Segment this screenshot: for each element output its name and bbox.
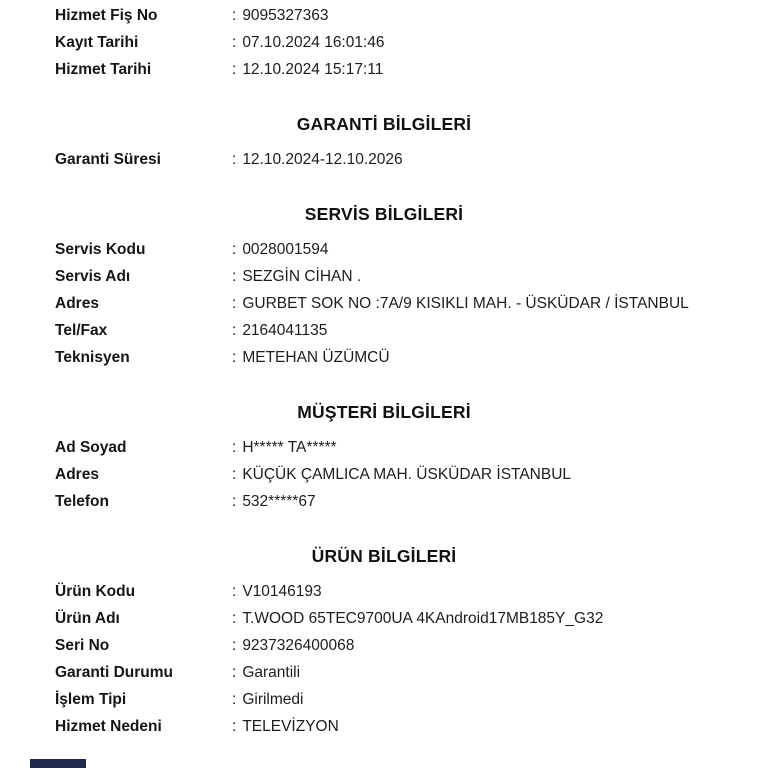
field-row-kayit-tarihi — [0, 29, 768, 56]
field-value: 532*****67 — [242, 493, 316, 510]
bottom-cutoff-element — [30, 759, 86, 768]
field-label: Ad Soyad — [55, 439, 127, 456]
field-label: Hizmet Fiş No — [55, 7, 158, 24]
field-label: Ürün Kodu — [55, 583, 136, 600]
field-separator: : — [232, 268, 237, 285]
section-hizmet — [0, 2, 768, 83]
field-separator: : — [232, 349, 237, 366]
field-separator: : — [232, 691, 237, 708]
field-label: Adres — [55, 295, 99, 312]
field-row-urun-adi — [0, 605, 768, 632]
section-title-musteri-bilgileri: MÜŞTERİ BİLGİLERİ — [297, 402, 471, 422]
field-row-ad-soyad — [0, 434, 768, 461]
field-label: Servis Kodu — [55, 241, 146, 258]
field-row-servis-adres — [0, 290, 768, 317]
field-separator: : — [232, 295, 237, 312]
field-row-garanti-durumu — [0, 659, 768, 686]
field-value: GURBET SOK NO :7A/9 KISIKLI MAH. - ÜSKÜDAR / İSTANBUL — [242, 295, 689, 312]
field-label: Adres — [55, 466, 99, 483]
section-musteri-bilgileri — [0, 399, 768, 515]
section-title-garanti-bilgileri: GARANTİ BİLGİLERİ — [296, 114, 472, 134]
field-row-hizmet-nedeni — [0, 713, 768, 740]
field-separator: : — [232, 583, 237, 600]
field-separator: : — [232, 610, 237, 627]
field-value: 2164041135 — [242, 322, 328, 339]
field-row-urun-kodu — [0, 578, 768, 605]
field-value: Girilmedi — [242, 691, 304, 708]
field-row-tel-fax — [0, 317, 768, 344]
field-value: 12.10.2024-12.10.2026 — [242, 151, 403, 168]
field-value: T.WOOD 65TEC9700UA 4KAndroid17MB185Y_G32 — [242, 610, 604, 627]
field-value: SEZGİN CİHAN . — [242, 268, 362, 285]
field-value: TELEVİZYON — [242, 718, 339, 735]
field-row-hizmet-tarihi — [0, 56, 768, 83]
field-separator: : — [232, 7, 237, 24]
section-title-servis-bilgileri: SERVİS BİLGİLERİ — [304, 204, 464, 224]
field-row-servis-adi — [0, 263, 768, 290]
field-separator: : — [232, 322, 237, 339]
field-separator: : — [232, 493, 237, 510]
field-row-teknisyen — [0, 344, 768, 371]
field-label: Hizmet Tarihi — [55, 61, 152, 78]
field-separator: : — [232, 637, 237, 654]
field-separator: : — [232, 664, 237, 681]
field-label: İşlem Tipi — [55, 691, 127, 708]
field-value: H***** TA***** — [242, 439, 337, 456]
field-separator: : — [232, 718, 237, 735]
field-label: Garanti Durumu — [55, 664, 173, 681]
field-label: Seri No — [55, 637, 110, 654]
field-value: 9237326400068 — [242, 637, 355, 654]
field-value: KÜÇÜK ÇAMLICA MAH. ÜSKÜDAR İSTANBUL — [242, 466, 572, 483]
field-label: Hizmet Nedeni — [55, 718, 162, 735]
field-row-garanti-suresi — [0, 146, 768, 173]
field-separator: : — [232, 34, 237, 51]
section-urun-bilgileri — [0, 543, 768, 740]
field-row-hizmet-fis-no — [0, 2, 768, 29]
field-row-musteri-adres — [0, 461, 768, 488]
field-label: Garanti Süresi — [55, 151, 161, 168]
field-value: 9095327363 — [242, 7, 329, 24]
field-separator: : — [232, 466, 237, 483]
section-servis-bilgileri — [0, 201, 768, 371]
section-title-urun-bilgileri: ÜRÜN BİLGİLERİ — [311, 546, 457, 566]
field-label: Servis Adı — [55, 268, 131, 285]
section-garanti-bilgileri — [0, 111, 768, 173]
field-value: 12.10.2024 15:17:11 — [242, 61, 384, 78]
field-row-servis-kodu — [0, 236, 768, 263]
field-row-islem-tipi — [0, 686, 768, 713]
field-row-seri-no — [0, 632, 768, 659]
field-value: METEHAN ÜZÜMCÜ — [242, 349, 390, 366]
field-label: Teknisyen — [55, 349, 130, 366]
field-label: Telefon — [55, 493, 109, 510]
field-value: V10146193 — [242, 583, 322, 600]
field-separator: : — [232, 241, 237, 258]
field-row-telefon — [0, 488, 768, 515]
field-value: 07.10.2024 16:01:46 — [242, 34, 385, 51]
field-label: Tel/Fax — [55, 322, 108, 339]
field-separator: : — [232, 61, 237, 78]
field-value: 0028001594 — [242, 241, 329, 258]
field-separator: : — [232, 439, 237, 456]
field-label: Ürün Adı — [55, 610, 120, 627]
field-separator: : — [232, 151, 237, 168]
field-label: Kayıt Tarihi — [55, 34, 139, 51]
field-value: Garantili — [242, 664, 301, 681]
